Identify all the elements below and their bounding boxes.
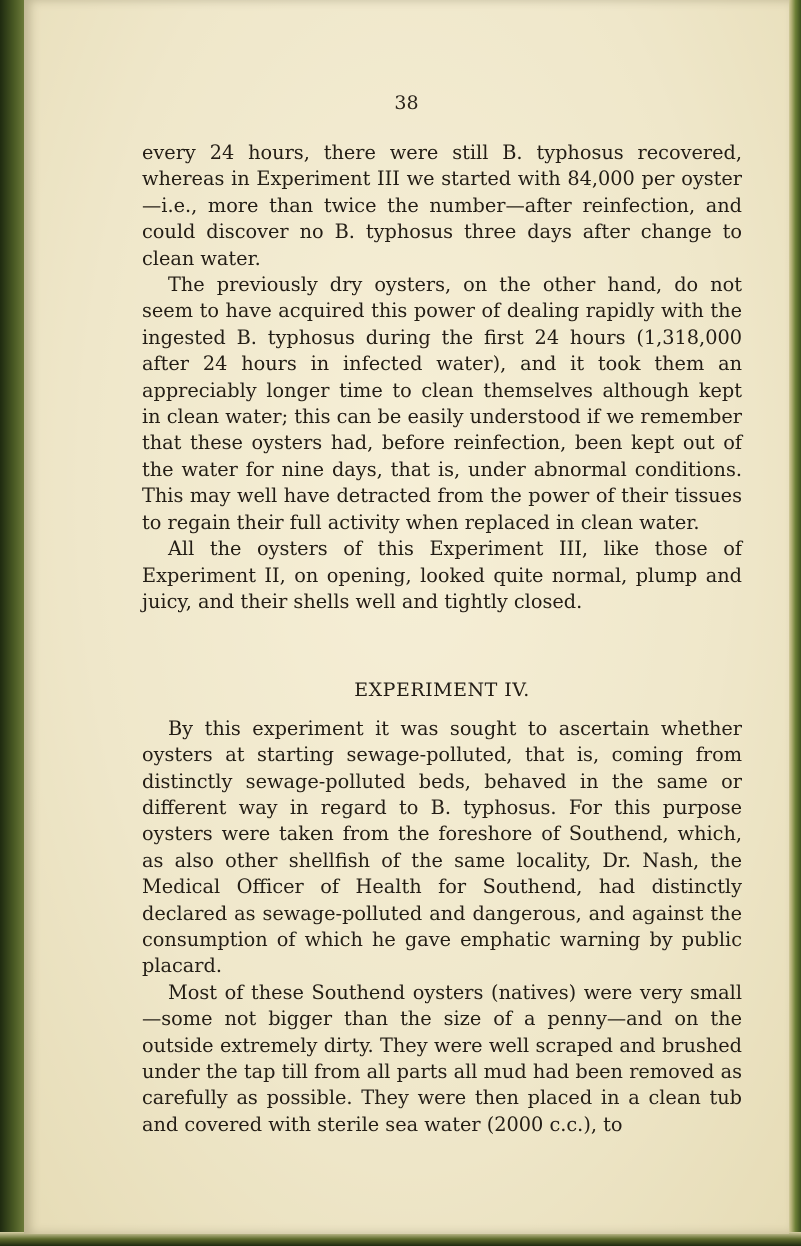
page-body	[142, 140, 742, 1138]
book-page	[24, 0, 789, 1234]
paragraph-experiment-iii-summary: All the oysters of this Experiment III, like those of Experiment II, on opening, looked quite normal, plump and juicy, and their shells well and tightly closed.	[142, 537, 742, 613]
book-binding-right	[787, 0, 801, 1246]
section-heading: EXPERIMENT IV.	[354, 679, 530, 702]
book-binding-bottom	[0, 1232, 801, 1246]
paragraph-southend-oysters: Most of these Southend oysters (natives) were very small —some not bigger than the size of a penny—and on the outside extremely dirty. They were well scraped and brushed under the tap till from all parts all mud had been removed as carefully as possible. They were then placed in a clean tub and covered with sterile sea water (2000 c.c.), to	[142, 980, 742, 1136]
paragraph-continued: every 24 hours, there were still B. typhosus recovered, whereas in Experiment III we started with 84,000 per oyster—i.e., more than twice the number—after reinfection, and could discover no B. typhosus three days after change to clean water.	[142, 141, 742, 270]
paragraph-previously-dry-oysters: The previously dry oysters, on the other hand, do not seem to have acquired this power of dealing rapidly with the ingested B. typhosus during the first 24 hours (1,318,000 after 24 hours in infected water), and it took them an appreciably longer time to clean themselves although kept in clean water; this can be easily understood if we remember that these oysters had, before reinfection, been kept out of the water for nine days, that is, under abnormal conditions. This may well have detracted from the power of their tissues to regain their full activity when replaced in clean water.	[142, 273, 742, 534]
paragraph-experiment-iv-purpose: By this experiment it was sought to ascertain whether oysters at starting sewage-polluted, that is, coming from distinctly sewage-polluted beds, behaved in the same or different way in regard to B. typhosus. For this purpose oysters were taken from the foreshore of Southend, which, as also other shellfish of the same locality, Dr. Nash, the Medical Officer of Health for Southend, had distinctly declared as sewage-polluted and dangerous, and against the consumption of which he gave emphatic warning by public placard.	[142, 716, 742, 978]
page-number: 38	[394, 92, 419, 114]
